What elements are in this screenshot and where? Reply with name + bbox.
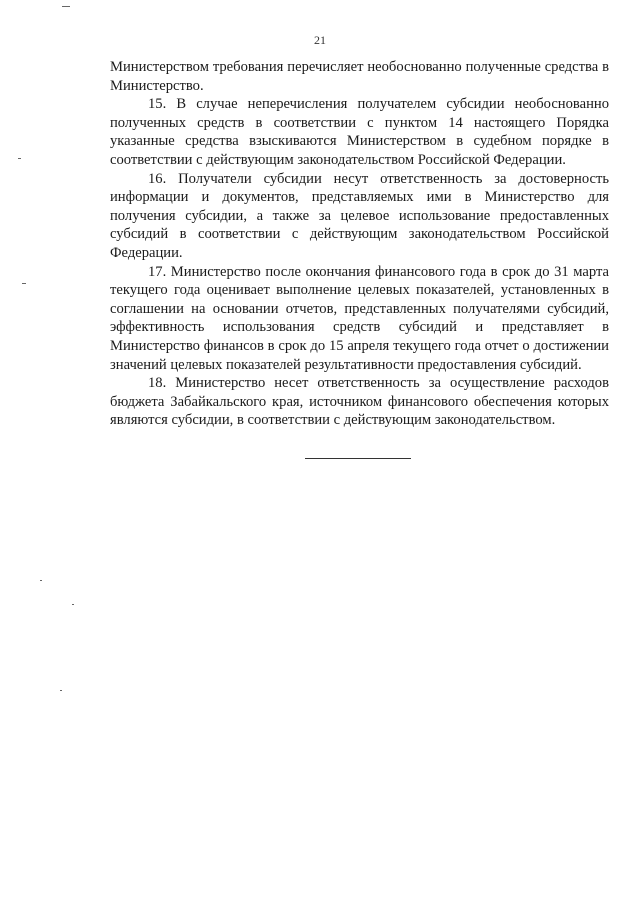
paragraph-18: 18. Министерство несет ответственность за осуществление расходов бюджета Забайкальского края, источником финансового обеспечения которых являются субсидии, в соответствии с действующим законодательством. xyxy=(110,375,609,429)
scan-mark xyxy=(40,580,42,581)
scan-mark xyxy=(72,604,74,605)
scan-mark xyxy=(60,690,62,691)
scan-mark xyxy=(22,283,26,284)
paragraph-16: 16. Получатели субсидии несут ответственность за достоверность информации и документов, представляемых ими в Министерство для получения субсидии, а также за целевое использование предоставленных субсидий в соответствии с действующим законодательством Российской Федерации. xyxy=(110,170,609,261)
paragraph-continuation: Министерством требования перечисляет необоснованно полученные средства в Министерство. xyxy=(110,59,609,94)
page-number: 21 xyxy=(314,33,326,47)
paragraph-15: 15. В случае неперечисления получателем субсидии необоснованно полученных средств в соответствии с пунктом 14 настоящего Порядка указанные средства взыскиваются Министерством в судебном порядке в соответствии с действующим законодательством Российской Федерации. xyxy=(110,96,609,168)
end-divider xyxy=(305,458,411,459)
document-body xyxy=(110,58,609,430)
paragraph-17: 17. Министерство после окончания финансового года в срок до 31 марта текущего года оценивает выполнение целевых показателей, установленных в соглашении на основании отчетов, представленных получателями субсидий, эффективность использования средств субсидий и представляет в Министерство финансов в срок до 15 апреля текущего года отчет о достижении значений целевых показателей результативности предоставления субсидий. xyxy=(110,263,609,373)
scan-mark xyxy=(18,158,21,159)
scan-mark xyxy=(62,6,70,7)
